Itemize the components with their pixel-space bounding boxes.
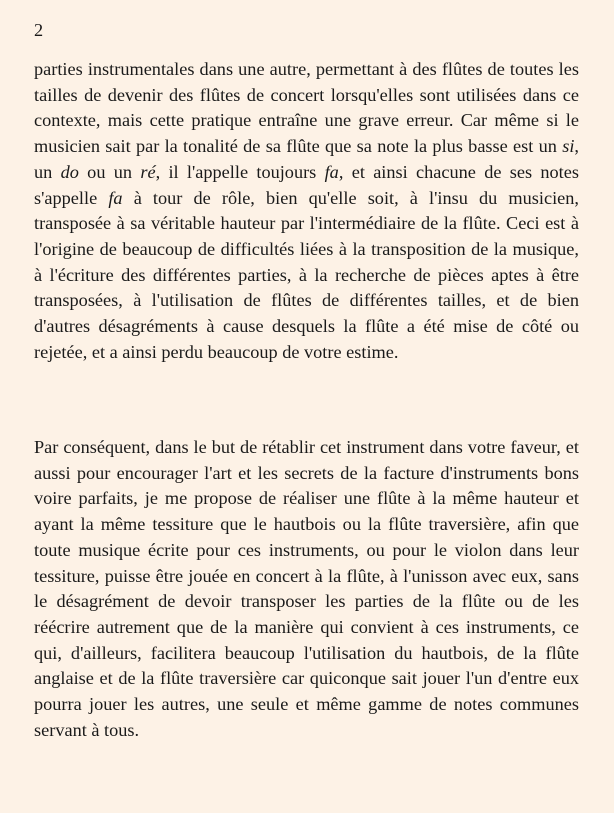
text-run: parties instrumentales dans une autre, permettant à des flûtes de toutes les tailles de devenir des flûtes de concert lorsqu'elles sont utilisées dans ce contexte, mais cette pratique entraîne une grave erreur. Car même si le musicien sait par la tonalité de sa flûte que sa note la plus basse est un <box>34 59 579 157</box>
text-run: ou un <box>78 161 141 182</box>
italic-note-name: si <box>562 136 575 157</box>
italic-note-name: fa <box>324 161 339 182</box>
italic-note-name: do <box>60 161 79 182</box>
paragraph-1 <box>34 57 579 365</box>
text-run: , et ainsi chacune de ses notes s'appelle <box>34 161 579 208</box>
text-run: à tour de rôle, bien qu'elle soit, à l'insu du musicien, transposée à sa véritable hauteur par l'intermédiaire de la flûte. Ceci est à l'origine de beaucoup de difficultés liées à la transposition de la musique, à l'écriture des différentes parties, à la recherche de pièces aptes à être transposées, à l'utilisation de flûtes de différentes tailles, et de bien d'autres désagréments à cause desquels la flûte a été mise de côté ou rejetée, et a ainsi perdu beaucoup de votre estime. <box>34 187 579 362</box>
page-number: 2 <box>34 20 44 40</box>
text-run: Par conséquent, dans le but de rétablir cet instrument dans votre faveur, et aussi pour encourager l'art et les secrets de la facture d'instruments bons voire parfaits, je me propose de réaliser une flûte à la même hauteur et ayant la même tessiture que le hautbois ou la flûte traversière, afin que toute musique écrite pour ces instruments, ou pour le violon dans leur tessiture, puisse être jouée en concert à la flûte, à l'unisson avec eux, sans le désagrément de devoir transposer les parties de la flûte ou de les réécrire autrement que de la manière qui convient à ces instruments, ce qui, d'ailleurs, facilitera beaucoup l'utilisation du hautbois, de la flûte anglaise et de la flûte traversière car quiconque sait jouer l'un d'entre eux pourra jouer les autres, une seule et même gamme de notes communes servant à tous. <box>34 437 579 740</box>
italic-note-name: ré <box>140 161 156 182</box>
text-run: , un <box>34 136 579 182</box>
italic-note-name: fa <box>108 187 123 208</box>
paragraph-2 <box>34 435 579 743</box>
text-run: , il l'appelle toujours <box>155 161 325 182</box>
